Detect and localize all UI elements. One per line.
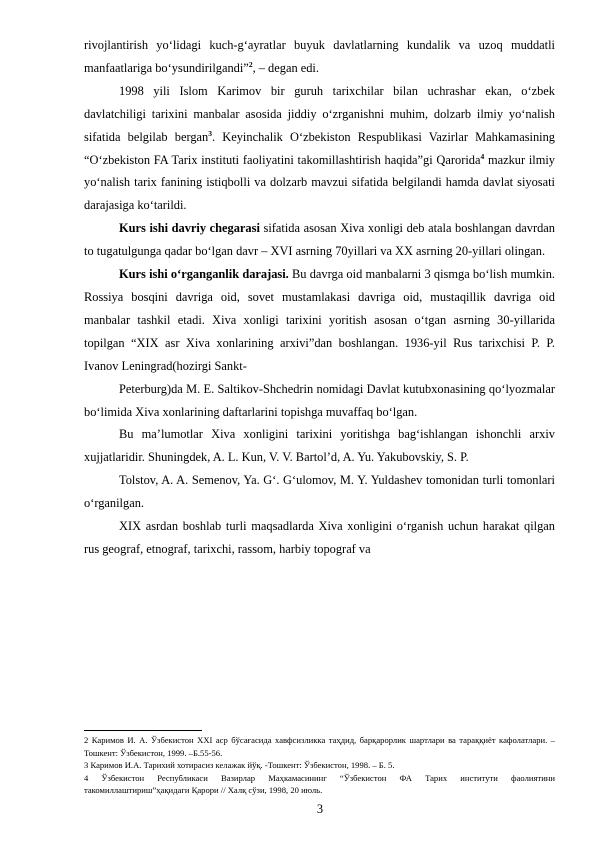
paragraph-study-level	[84, 263, 555, 378]
paragraph-text: , – degan edi.	[252, 60, 319, 75]
paragraph-xix-century: XIX asrdan boshlab turli maqsadlarda Xiva xonligini o‘rganish uchun harakat qilgan rus geograf, etnograf, tarixchi, rassom, harbiy topograf va	[84, 519, 555, 556]
footnote-ref: 4	[480, 151, 485, 161]
paragraph-text: sifatida asosan Xiva xonligi deb atala boshlangan davrdan to tugatulgunga qadar bo‘lgan davr – XVI asrning 70yillari va XX asrning 20-yillari olingan.	[84, 221, 555, 259]
paragraph-text: Bu davrga oid manbalarni 3 qismga bo‘lish mumkin. Rossiya bosqini davriga oid, sovet mustamlakasi davriga oid, mustaqillik davriga oid manbalar tashkil etadi. Xiva xonligi tarixini yoritish asosan o‘tgan asrning 30-yillarida topilgan “XIX asr Xiva xonlarining arxivi”dan boshlangan. 1936-yil Rus tarixchisi P. P. Ivanov Leningrad(hozirgi Sankt-	[84, 267, 555, 373]
page-number: 3	[316, 802, 324, 816]
paragraph-period-boundary	[84, 217, 555, 263]
paragraph-karimov-1998	[84, 80, 555, 217]
bold-heading: Kurs ishi o‘rganganlik darajasi.	[119, 267, 289, 282]
footnote-4: 4 Ўзбекистон Республикаси Вазирлар Маҳкамасининг “Ўзбекистон ФА Тарих институти фаолиятини такомиллаштириш”ҳақидаги Қарори // Халқ сўзи, 1998, 20 июль.	[84, 772, 555, 796]
bold-heading: Kurs ishi davriy chegarasi	[119, 221, 260, 236]
footnotes	[84, 734, 555, 797]
paragraph-text: mazkur ilmiy yo‘nalish tarix fanining istiqbolli va dolzarb mavzui sifatida belgilandi hamda davlat siyosati darajasiga ko‘tarildi.	[84, 152, 556, 213]
footnote-divider	[84, 730, 202, 731]
paragraph-tolstov: Tolstov, A. A. Semenov, Ya. G‘. G‘ulomov, M. Y. Yuldashev tomonidan turli tomonlari o‘rganilgan.	[84, 473, 555, 511]
footnote-ref: 2	[248, 59, 253, 69]
paragraph-text: 1998 yili Islom Karimov bir guruh tarixchilar bilan uchrashar ekan, o‘zbek davlatchiligi tarixini manbalar asosida jiddiy o‘zrganishni muhim, dolzarb ilmiy yo‘nalish sifatida belgilab bergan	[84, 83, 555, 144]
paragraph-text: . Keyinchalik O‘zbekiston Respublikasi Vazirlar Mahkamasining “O‘zbekiston FA Tarix instituti faoliyatini takomillashtirish haqida”gi Qarorida	[84, 129, 555, 167]
paragraph-archive-docs: Bu ma’lumotlar Xiva xonligini tarixini yoritishga bag‘ishlangan ishonchli arxiv xujjatlaridir. Shuningdek, A. L. Kun, V. V. Bartol’d, A. Yu. Yakubovskiy, S. P.	[84, 427, 555, 465]
paragraph-peterburg: Peterburg)da M. E. Saltikov-Shchedrin nomidagi Davlat kutubxonasining qo‘lyozmalar bo‘limida Xiva xonlarining daftarlarini topishga muvaffaq bo‘lgan.	[84, 381, 555, 419]
paragraph-text: rivojlantirish yo‘lidagi kuch-g‘ayratlar buyuk davlatlarning kundalik va uzoq muddatli manfaatlariga bo‘ysundirilgandi”	[84, 38, 555, 75]
footnote-3: 3 Каримов И.А. Тарихий хотирасиз келажак йўқ. -Тошкент: Ўзбекистон, 1998. – Б. 5.	[84, 760, 395, 771]
footnote-2: 2 Каримов И. А. Ўзбекистон XXI аср бўсағасида хавфсизликка таҳдид, барқарорлик шартлари ва тараққиёт кафолатлари. –Тошкент: Ўзбекистон, 1999. –Б.55-56.	[84, 735, 555, 758]
paragraph-intro-continuation	[84, 34, 555, 80]
footnote-ref: 3	[208, 128, 212, 138]
document-body	[84, 34, 555, 561]
